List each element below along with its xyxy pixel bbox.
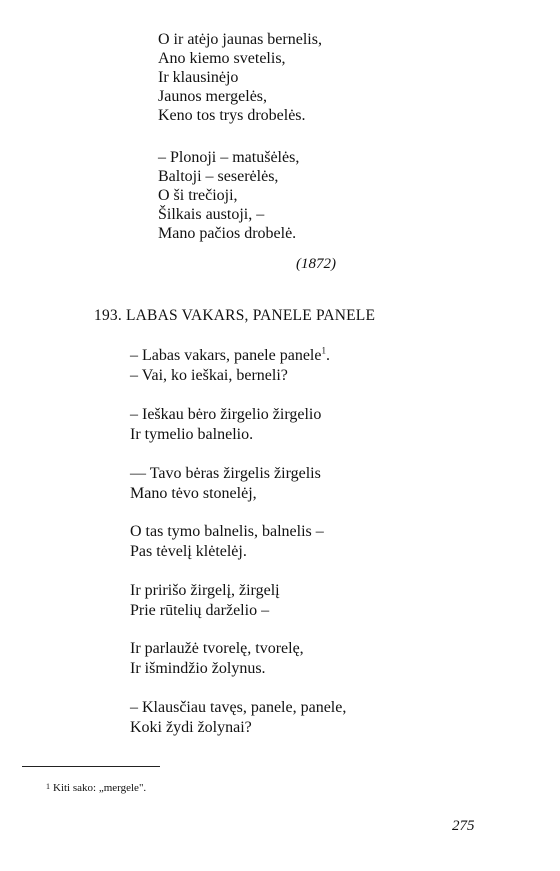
poem-line: Ano kiemo svetelis, — [158, 50, 286, 67]
poem-line: O ir atėjo jaunas bernelis, — [158, 31, 322, 48]
footnote-text: Kiti sako: „mergele". — [53, 782, 147, 794]
poem-line: – Plonoji – matušėlės, — [158, 149, 300, 166]
song-line: – Klausčiau tavęs, panele, panele, — [130, 699, 347, 716]
poem-date: (1872) — [296, 256, 336, 272]
footnote-mark: 1 — [46, 782, 50, 791]
poem-line: Ir klausinėjo — [158, 69, 239, 86]
song-line: Ir pririšo žirgelį, žirgelį — [130, 582, 280, 599]
footnote — [46, 781, 146, 795]
poem-line: O ši trečioji, — [158, 187, 238, 204]
footnote-reference: 1 — [321, 345, 326, 356]
song-line: Ir tymelio balnelio. — [130, 426, 254, 443]
poem-line: Baltoji – seserėlės, — [158, 168, 279, 185]
song-line: O tas tymo balnelis, balnelis – — [130, 523, 324, 540]
song-line: Prie rūtelių darželio – — [130, 602, 270, 619]
song-line-end: . — [325, 347, 330, 364]
song-line: Koki žydi žolynai? — [130, 719, 252, 736]
song-line: — Tavo bėras žirgelis žirgelis — [130, 465, 321, 482]
song-line: Pas tėvelį klėtelėj. — [130, 543, 247, 560]
poem-line: Jaunos mergelės, — [158, 88, 268, 105]
poem-line: Šilkais austoji, – — [158, 206, 265, 223]
poem-line: Mano pačios drobelė. — [158, 225, 297, 242]
song-line: – Vai, ko ieškai, berneli? — [130, 367, 288, 384]
footnote-divider — [22, 766, 160, 767]
song-line: Ir išmindžio žolynus. — [130, 660, 266, 677]
poem-line: Keno tos trys drobelės. — [158, 107, 306, 124]
song-line: Mano tėvo stonelėj, — [130, 485, 257, 502]
song-line: Ir parlaužė tvorelę, tvorelę, — [130, 640, 304, 657]
page-number: 275 — [452, 818, 475, 834]
song-heading: 193. LABAS VAKARS, PANELE PANELE — [94, 307, 376, 324]
song-line — [130, 346, 330, 366]
song-line: – Ieškau bėro žirgelio žirgelio — [130, 406, 322, 423]
song-line-text: – Labas vakars, panele panele — [130, 347, 322, 364]
